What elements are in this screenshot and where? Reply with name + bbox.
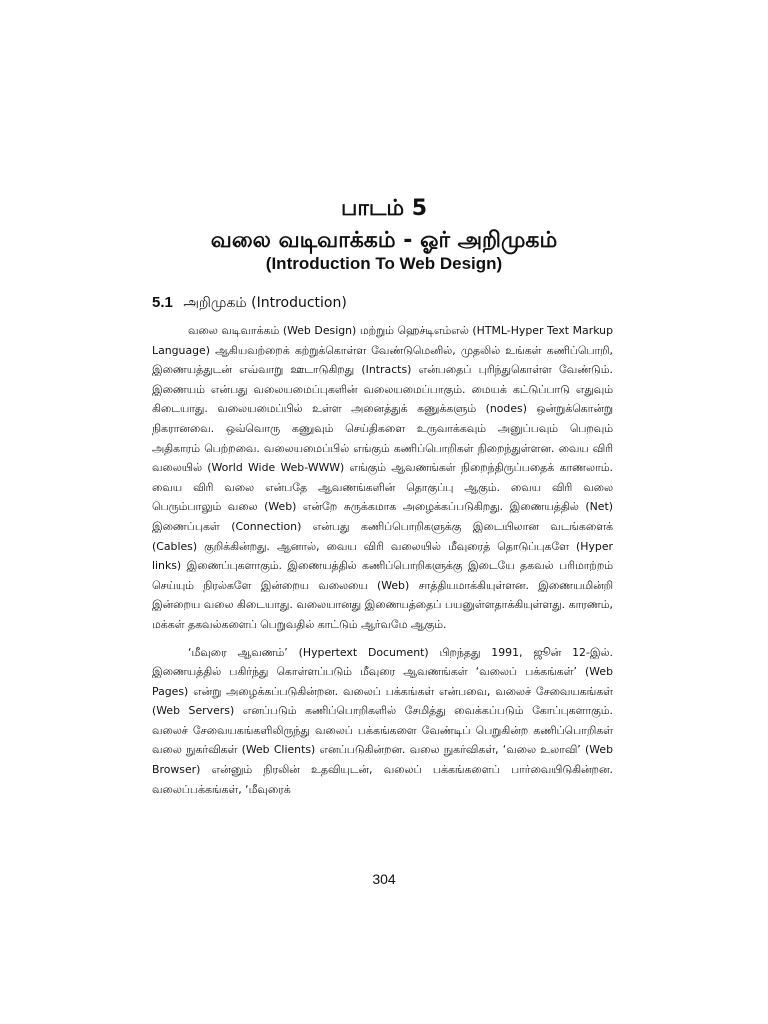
lesson-subtitle: (Introduction To Web Design) [265, 254, 503, 273]
paragraph-2: ‘மீவுரை ஆவணம்’ (Hypertext Document) பிறந்தது 1991, ஜூன் 12-இல். இணையத்தில் பகிர்ந்து கொள்ளப்படும் மீவுரை ஆவணங்கள் ‘வலைப் பக்கங்கள்’ (Web Pages) என்று அழைக்கப்படுகின்றன. வலைப் பக்கங்கள் என்பவை, வலைச் சேவையகங்கள் (Web Servers) எனப்படும் கணிப்பொறிகளில் சேமித்து வைக்கப்படும் கோப்புகளாகும். வலைச் சேவையகங்களிலிருந்து வலைப் பக்கங்களை வேண்டிப் பெறுகின்ற கணிப்பொறிகள் வலை நுகர்விகள் (Web Clients) எனப்படுகின்றன. வலை நுகர்விகள், ‘வலை உலாவி’ (Web Browser) என்னும் நிரலின் உதவியுடன், வலைப் பக்கங்களைப் பார்வையிடுகின்றன. வலைப்பக்கங்கள், ‘மீவுரைக் [152, 645, 613, 796]
lesson-number: பாடம் 5 [340, 196, 428, 221]
section-title: அறிமுகம் (Introduction) [183, 295, 347, 311]
lesson-title: வலை வடிவாக்கம் - ஓர் அறிமுகம் [210, 228, 558, 253]
page-number: 304 [372, 871, 396, 887]
section-number: 5.1 [152, 294, 173, 311]
body-text [152, 321, 613, 807]
section-heading [152, 294, 622, 313]
paragraph-1: வலை வடிவாக்கம் (Web Design) மற்றும் ஹெச்டிஎம்எல் (HTML-Hyper Text Markup Language) ஆகியவற்றைக் கற்றுக்கொள்ள வேண்டுமெனில், முதலில் உங்கள் கணிப்பொறி, இணையத்துடன் எவ்வாறு ஊடாடுகிறது (Intracts) என்பதைப் புரிந்துகொள்ள வேண்டும். இணையம் என்பது வலையமைப்புகளின் வலையமைப்பாகும். மையக் கட்டுப்பாடு எதுவும் கிடையாது. வலையமைப்பில் உள்ள அனைத்துக் கணுக்களும் (nodes) ஒன்றுக்கொன்று நிகரானவை. ஒவ்வொரு கணுவும் செய்திகளை உருவாக்கவும் அனுப்பவும் பெறவும் அதிகாரம் பெற்றவை. வலையமைப்பில் எங்கும் கணிப்பொறிகள் நிறைந்துள்ளன. வைய விரி வலையில் (World Wide Web-WWW) எங்கும் ஆவணங்கள் நிறைந்திருப்பதைக் காணலாம். வைய விரி வலை என்பதே ஆவணங்களின் தொகுப்பு ஆகும். வைய விரி வலை பெரும்பாலும் வலை (Web) என்றே சுருக்கமாக அழைக்கப்படுகிறது. இணையத்தில் (Net) இணைப்புகள் (Connection) என்பது கணிப்பொறிகளுக்கு இடையிலான வடங்களைக் (Cables) குறிக்கின்றது. ஆனால், வைய விரி வலையில் மீவுரைத் தொடுப்புகளே (Hyper links) இணைப்புகளாகும். இணையத்தில் கணிப்பொறிகளுக்கு இடையே தகவல் பரிமாற்றம் செய்யும் நிரல்களே இன்றைய வலையை (Web) சாத்தியமாக்கியுள்ளன. இணையமின்றி இன்றைய வலை கிடையாது. வலையானது இணையத்தைப் பயனுள்ளதாக்கியுள்ளது. காரணம், மக்கள் தகவல்களைப் பெறுவதில் காட்டும் ஆர்வமே ஆகும். [152, 324, 613, 631]
